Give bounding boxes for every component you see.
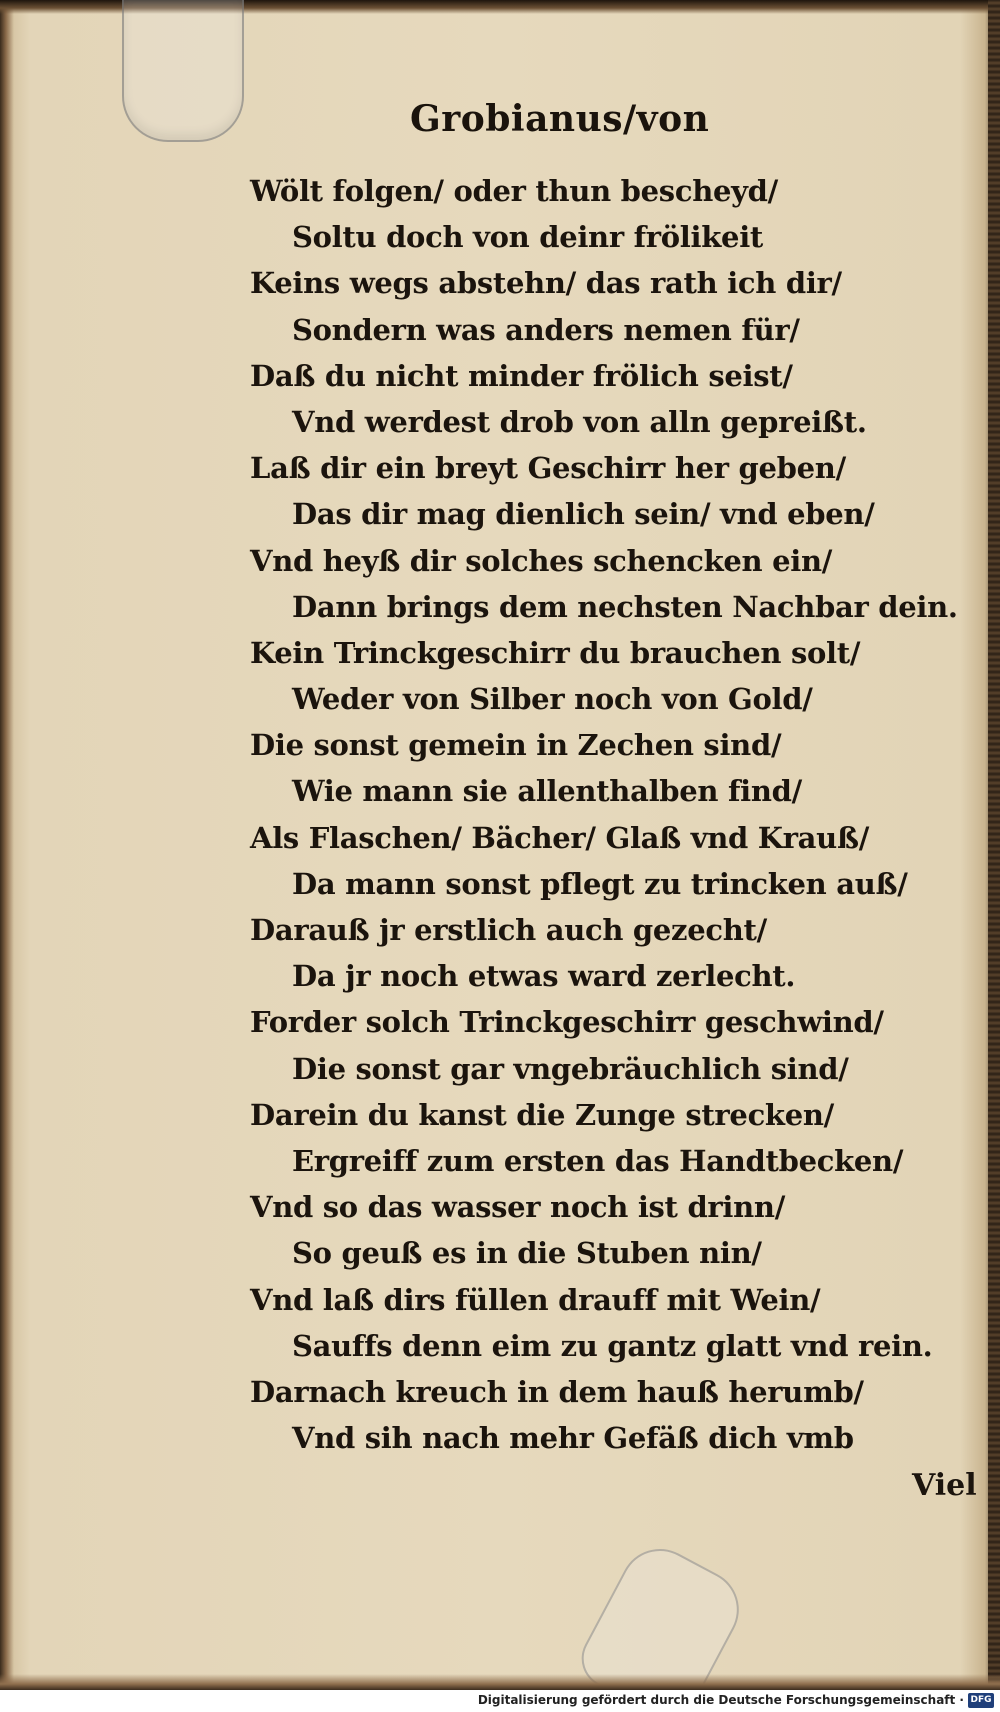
verse-line: Da jr noch etwas ward zerlecht. <box>292 959 796 994</box>
verse-line: Vnd werdest drob von alln gepreißt. <box>292 404 867 439</box>
footer-credit: Digitalisierung gefördert durch die Deutsche Forschungsgemeinschaft · <box>477 1693 964 1707</box>
dfg-logo: DFG <box>968 1693 994 1708</box>
page-clip-top <box>122 0 244 142</box>
verse-block <box>250 168 970 1461</box>
running-head: Grobianus/von <box>410 98 710 140</box>
verse-line: Vnd sih nach mehr Gefäß dich vmb <box>292 1421 854 1456</box>
verse-line: Darein du kanst die Zunge strecken/ <box>250 1097 834 1132</box>
verse-line: So geuß es in die Stuben nin/ <box>292 1236 762 1271</box>
verse-line: Laß dir ein breyt Geschirr her geben/ <box>250 451 846 486</box>
verse-line: Als Flaschen/ Bächer/ Glaß vnd Krauß/ <box>250 820 869 855</box>
footer-bar <box>0 1690 1000 1712</box>
verse-line: Das dir mag dienlich sein/ vnd eben/ <box>292 497 875 532</box>
verse-line: Die sonst gemein in Zechen sind/ <box>250 728 782 763</box>
page-edge-right <box>988 0 1000 1690</box>
verse-line: Wie mann sie allenthalben find/ <box>292 774 802 809</box>
page-clip-bottom <box>571 1535 753 1690</box>
verse-line: Vnd laß dirs füllen drauff mit Wein/ <box>250 1282 821 1317</box>
verse-line: Darnach kreuch in dem hauß herumb/ <box>250 1374 864 1409</box>
verse-line: Darauß jr erstlich auch gezecht/ <box>250 913 767 947</box>
verse-line: Sauffs denn eim zu gantz glatt vnd rein. <box>292 1328 933 1363</box>
verse-line: Vnd so das wasser noch ist drinn/ <box>250 1190 785 1225</box>
verse-line: Vnd heyß dir solches schencken ein/ <box>250 543 833 578</box>
verse-line: Da mann sonst pflegt zu trincken auß/ <box>292 866 908 901</box>
verse-line: Daß du nicht minder frölich seist/ <box>250 358 793 393</box>
verse-line: Sondern was anders nemen für/ <box>292 312 800 347</box>
verse-line: Dann brings dem nechsten Nachbar dein. <box>292 589 958 624</box>
catchword: Viel <box>912 1468 977 1503</box>
verse-line: Forder solch Trinckgeschirr geschwind/ <box>250 1005 884 1040</box>
verse-line: Kein Trinckgeschirr du brauchen solt/ <box>250 635 861 670</box>
verse-line: Die sonst gar vngebräuchlich sind/ <box>292 1051 849 1086</box>
verse-line: Wölt folgen/ oder thun bescheyd/ <box>250 174 778 208</box>
verse-line: Soltu doch von deinr frölikeit <box>292 220 764 255</box>
page-bottom-shadow <box>0 1674 1000 1690</box>
verse-line: Ergreiff zum ersten das Handtbecken/ <box>292 1143 904 1178</box>
verse-line: Weder von Silber noch von Gold/ <box>292 682 813 717</box>
verse-line: Keins wegs abstehn/ das rath ich dir/ <box>250 266 842 301</box>
